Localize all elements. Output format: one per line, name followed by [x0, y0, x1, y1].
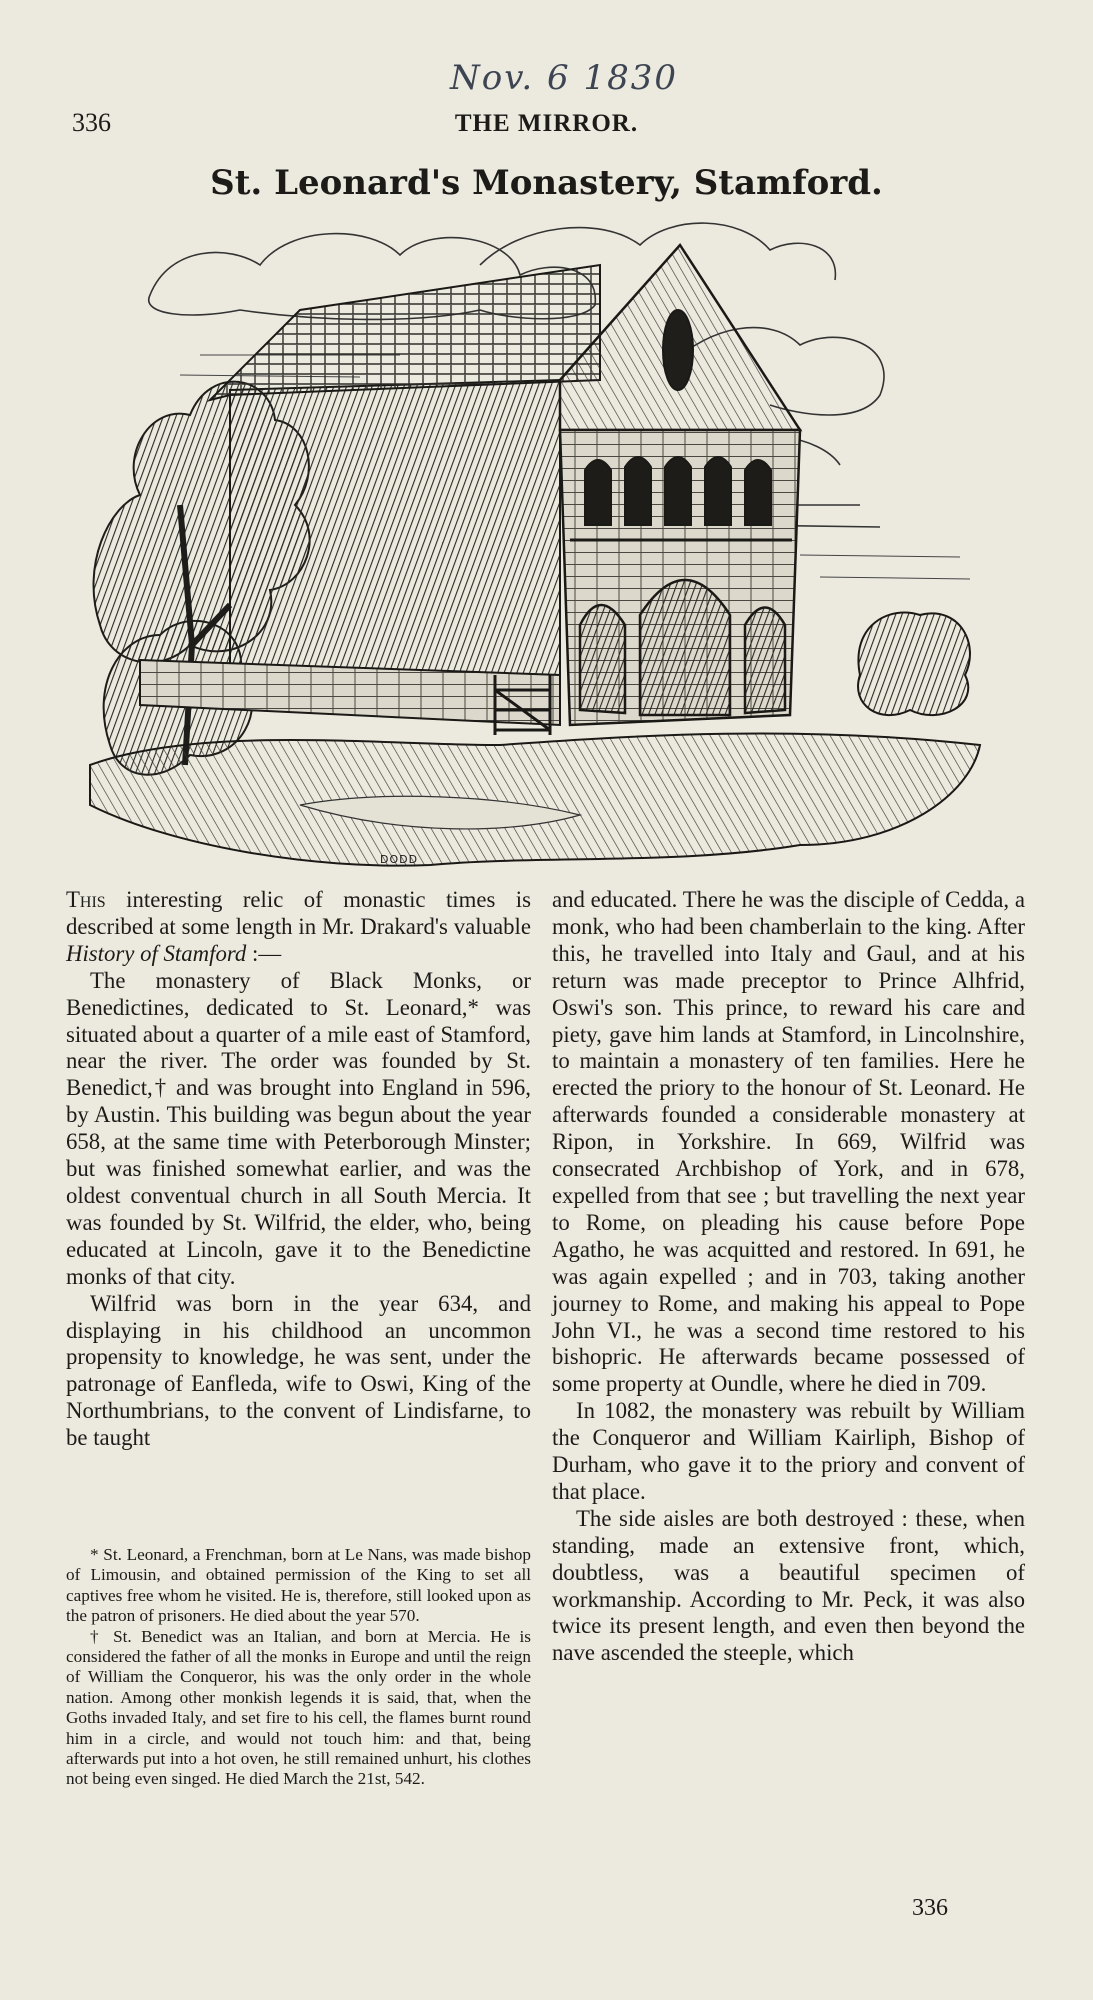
- footnote-1: * St. Leonard, a Frenchman, born at Le Nans, was made bishop of Limousin, and obtained permission of the King to set all captives free whom he visited. He is, therefore, still looked upon as the patron of prisoners. He died about the year 570.: [66, 1545, 531, 1626]
- nave-roof: [210, 265, 600, 400]
- ground: [90, 733, 980, 865]
- footnote-2: † St. Benedict was an Italian, and born at Mercia. He is considered the father of all the monks in Europe and until the reign of William the Conqueror, his was the only order in the whole nation. Among other monkish legends it is said, that, when the Goths invaded Italy, and set fire to his cell, the flames burnt round him in a circle, and would not touch him: and that, being afterwards put into a hot oven, he still remained unhurt, his clothes not being even singed. He died March the 21st, 542.: [66, 1626, 531, 1789]
- right-bush: [858, 613, 970, 716]
- right-paragraph-1: and educated. There he was the disciple of Cedda, a monk, who had been chamberlain to the king. After this, he travelled into Italy and Gaul, and at his return was made preceptor to Prince Alhfrid, Oswi's son. This prince, to reward his care and piety, gave him lands at Stamford, in Lincolnshire, to maintain a monastery of ten families. Here he erected the priory to the honour of St. Leonard. He afterwards founded a considerable monastery at Ripon, in Yorkshire. In 669, Wilfrid was consecrated Archbishop of York, and in 678, expelled from that see ; but travelling the next year to Rome, on pleading his cause before Pope Agatho, he was acquitted and restored. In 691, he was again expelled ; and in 703, taking another journey to Rome, and making his appeal to Pope John VI., he was a second time restored to his bishopric. He afterwards became possessed of some property at Oundle, where he died in 709.: [552, 887, 1025, 1397]
- book-title: History of Stamford: [66, 940, 247, 966]
- oval-window: [663, 310, 693, 390]
- right-paragraph-3: The side aisles are both destroyed : these, when standing, made an extensive front, which, doubtless, was a beautiful specimen of workmanship. According to Mr. Peck, it was also twice its present length, and even then beyond the nave ascended the steeple, which: [552, 1505, 1025, 1666]
- footnotes: [66, 1545, 531, 1790]
- right-paragraph-2: In 1082, the monastery was rebuilt by William the Conqueror and William Kairliph, Bishop of Durham, who gave it to the priory and convent of that place.: [552, 1398, 1025, 1504]
- drop-word: This: [66, 887, 106, 912]
- page-number-bottom: 336: [912, 1895, 948, 1921]
- page-number-top: 336: [72, 108, 111, 137]
- right-column: [552, 887, 1025, 1667]
- left-column: [66, 887, 531, 1452]
- left-paragraph-1: This interesting relic of monastic times is described at some length in Mr. Drakard's valuable History of Stamford :—: [66, 887, 531, 966]
- left-paragraph-2: The monastery of Black Monks, or Benedictines, dedicated to St. Leonard,* was situated about a quarter of a mile east of Stamford, near the river. The order was founded by St. Benedict,† and was brought into England in 596, by Austin. This building was begun about the year 658, at the same time with Peterborough Minster; but was finished somewhat earlier, and was the oldest conventual church in all South Mercia. It was founded by St. Wilfrid, the elder, who, being educated at Lincoln, gave it to the Benedictine monks of that city.: [66, 967, 531, 1289]
- article-title: St. Leonard's Monastery, Stamford.: [210, 163, 883, 203]
- left-paragraph-3: Wilfrid was born in the year 634, and displaying in his childhood an uncommon propensity to knowledge, he was sent, under the patronage of Eanfleda, wife to Oswi, King of the Northumbrians, to the convent of Lindisfarne, to be taught: [66, 1290, 531, 1451]
- handwritten-date: Nov. 6 1830: [450, 58, 678, 98]
- monastery-engraving: [80, 205, 1010, 875]
- engraver-signature: DODD: [380, 853, 419, 866]
- running-title: THE MIRROR.: [454, 110, 639, 137]
